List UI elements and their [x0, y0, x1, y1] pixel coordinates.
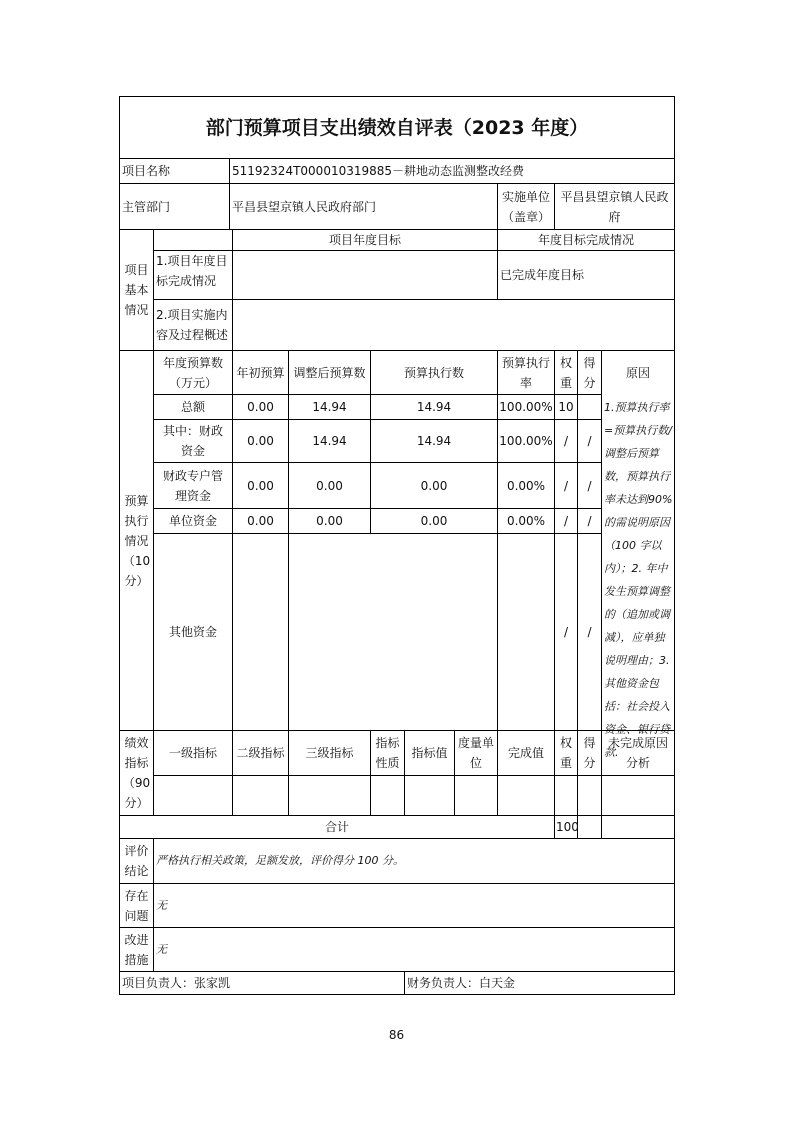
- budget-row-weight: /: [563, 514, 569, 528]
- perf-header-done: 完成值: [507, 746, 544, 760]
- budget-header-rate: 预算执行率: [502, 355, 551, 390]
- budget-row-rate: [498, 534, 554, 730]
- budget-row-initial: 0.00: [247, 400, 274, 414]
- perf-header-level3: 三级指标: [305, 746, 354, 760]
- goal-column-header: 项目年度目标: [328, 233, 401, 247]
- budget-row-name: 单位资金: [168, 514, 217, 528]
- total-label: 合计: [324, 820, 349, 834]
- budget-row-adjusted: 14.94: [312, 400, 347, 414]
- budget-row-rate: 0.00%: [506, 514, 546, 528]
- budget-row-initial: 0.00: [247, 478, 274, 493]
- measures-label: 改进措施: [124, 932, 149, 967]
- perf-header-level2: 二级指标: [236, 746, 285, 760]
- budget-section-label: 预算执行情况（10分）: [122, 493, 151, 588]
- dept-label: 主管部门: [122, 199, 171, 214]
- issues-label: 存在问题: [124, 888, 149, 923]
- perf-header-score: 得分: [583, 736, 596, 770]
- measures-value: 无: [156, 942, 167, 956]
- status-column-header: 年度目标完成情况: [537, 233, 634, 247]
- project-name-label: 项目名称: [122, 164, 171, 178]
- budget-row-adjusted: 0.00: [316, 514, 343, 528]
- budget-row-weight: /: [563, 434, 569, 448]
- goal-row-value: [233, 251, 497, 299]
- perf-header-unit: 度量单位: [457, 736, 494, 770]
- budget-header-score: 得分: [583, 355, 596, 390]
- budget-row-initial: 0.00: [247, 514, 274, 528]
- budget-row-score: /: [587, 514, 592, 528]
- budget-row-rate: 100.00%: [499, 434, 553, 448]
- process-row-label: 2.项目实施内容及过程概述: [156, 308, 229, 342]
- budget-row-weight: /: [563, 625, 569, 639]
- impl-unit-label: 实施单位（盖章）: [502, 189, 551, 224]
- budget-header-reason: 原因: [625, 365, 650, 380]
- impl-unit-value: 平昌县望京镇人民政府: [560, 189, 669, 224]
- budget-row-initial: 0.00: [247, 434, 274, 448]
- budget-header-weight: 权重: [559, 355, 572, 390]
- project-name-value: 51192324T000010319885－耕地动态监测整改经费: [232, 164, 525, 178]
- process-row-value: [233, 300, 674, 350]
- budget-row-executed: 14.94: [416, 434, 452, 448]
- budget-row-adjusted: 14.94: [312, 434, 347, 448]
- budget-row-score: [578, 395, 601, 419]
- budget-reason-note: 1.预算执行率=预算执行数/调整后预算数，预算执行率未达到90%的需说明原因（100 字以内）；2. 年中发生预算调整的（追加或调减），应单独说明理由；3. 其他资金包括：社会投入资金、银行贷款.: [604, 401, 673, 759]
- goal-row-label: 1.项目年度目标完成情况: [156, 254, 228, 288]
- dept-value: 平昌县望京镇人民政府部门: [232, 199, 377, 214]
- budget-row-name: 其中：财政资金: [162, 424, 223, 458]
- perf-header-value: 指标值: [411, 746, 448, 760]
- budget-row-weight: 10: [558, 400, 574, 414]
- finance-lead: 财务负责人：白天金: [407, 976, 516, 990]
- budget-header-item: 年度预算数（万元）: [162, 355, 223, 390]
- perf-header-level1: 一级指标: [168, 746, 217, 760]
- budget-row-adjusted: 0.00: [316, 478, 343, 493]
- performance-section-label: 绩效指标（90分）: [122, 736, 151, 810]
- budget-header-executed: 预算执行数: [403, 365, 464, 380]
- budget-row-executed: 0.00: [420, 478, 448, 493]
- conclusion-value: 严格执行相关政策，足额发放，评价得分 100 分。: [156, 854, 404, 867]
- budget-row-name: 总额: [180, 400, 205, 414]
- budget-row-score: /: [587, 478, 592, 493]
- budget-row-name: 财政专户管理资金: [162, 468, 223, 503]
- budget-row-weight: /: [563, 478, 569, 493]
- perf-header-reason: 未完成原因分析: [608, 736, 669, 770]
- budget-row-score: /: [587, 625, 592, 639]
- budget-header-initial: 年初预算: [236, 365, 285, 380]
- page-number: 86: [388, 1028, 405, 1042]
- basic-section-label: 项目基本情况: [124, 263, 149, 317]
- budget-row-executed: 0.00: [420, 514, 448, 528]
- budget-header-adjusted: 调整后预算数: [293, 365, 366, 380]
- budget-row-initial: [233, 534, 288, 730]
- budget-row-rate: 100.00%: [499, 400, 553, 414]
- project-lead: 项目负责人：张家凯: [122, 976, 231, 990]
- budget-row-rate: 0.00%: [506, 478, 546, 493]
- perf-header-nature: 指标性质: [375, 736, 400, 770]
- budget-row-adjusted: [289, 534, 497, 730]
- total-weight: 100: [556, 820, 579, 834]
- budget-row-executed: 14.94: [416, 400, 452, 414]
- form-title: 部门预算项目支出绩效自评表（2023 年度）: [205, 116, 589, 139]
- conclusion-label: 评价结论: [124, 844, 149, 878]
- budget-row-score: /: [587, 434, 592, 448]
- budget-row-name: 其他资金: [168, 625, 217, 639]
- issues-value: 无: [156, 898, 167, 912]
- goal-row-status: 已完成年度目标: [500, 268, 585, 282]
- perf-header-weight: 权重: [559, 736, 572, 770]
